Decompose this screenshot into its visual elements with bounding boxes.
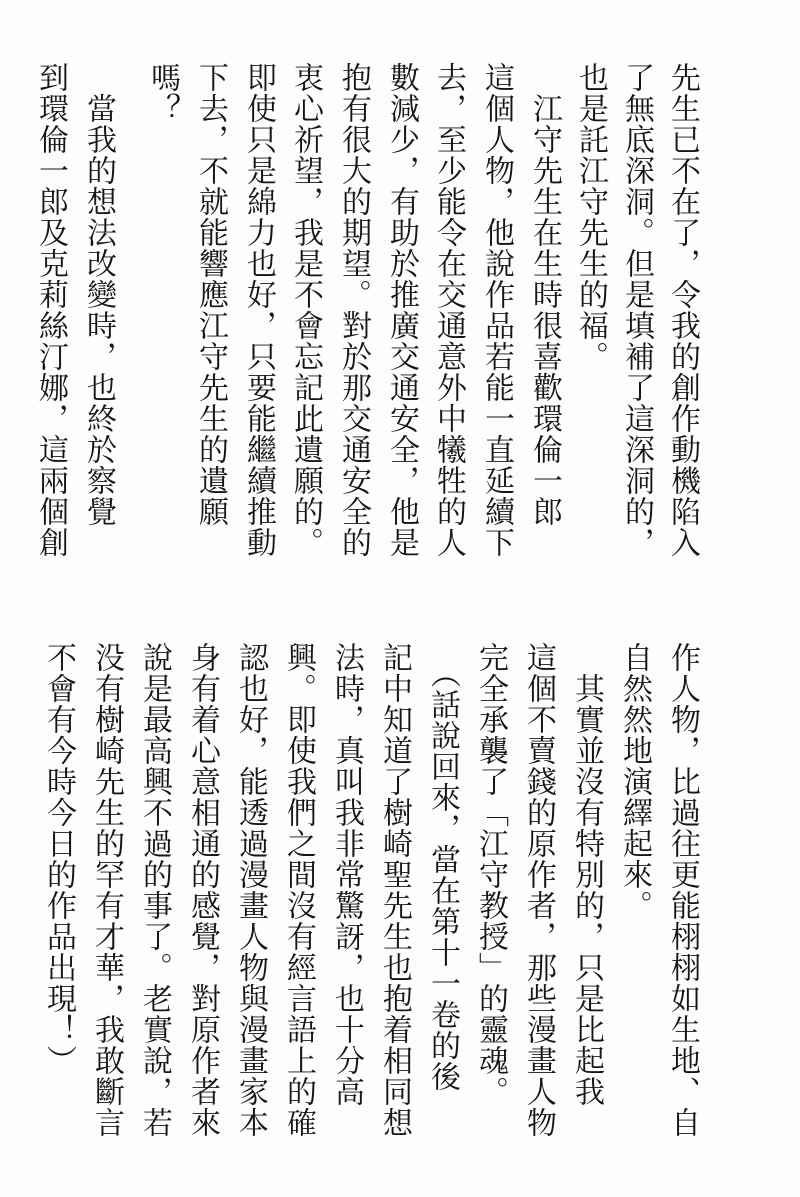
text-column: 作人物，比過往更能栩栩如生地、自 (665, 642, 700, 1138)
text-column: 記中知道了樹崎聖先生也抱着相同想 (377, 642, 412, 1138)
text-column: 嗎？ (145, 62, 180, 124)
text-column: 法時，真叫我非常驚訝，也十分高 (329, 642, 364, 1107)
text-column: 到環倫一郎及克莉絲汀娜，這兩個創 (33, 62, 68, 558)
text-column: 了無底深洞。但是填補了這深洞的， (619, 62, 654, 558)
text-column: 其實並沒有特別的，只是比起我 (569, 642, 604, 1107)
text-column: 也是託江守先生的福。 (573, 62, 608, 372)
text-column: 先生已不在了，令我的創作動機陷入 (665, 62, 700, 558)
text-column: 即使只是綿力也好，只要能繼續推動 (241, 62, 276, 558)
text-column: 下去，不就能響應江守先生的遺願 (193, 62, 228, 527)
text-column: 興。即使我們之間沒有經言語上的確 (281, 642, 316, 1138)
text-column: （話說回來，當在第十一卷的後 (425, 642, 460, 1092)
text-column: 說是最高興不過的事了。老實說，若 (137, 642, 172, 1138)
text-column: 當我的想法改變時，也終於察覺 (81, 62, 116, 527)
text-column: 不會有今時今日的作品出現！） (41, 642, 76, 1076)
text-column: 去，至少能令在交通意外中犧牲的人 (431, 62, 466, 558)
text-column: 抱有很大的期望。對於那交通安全的 (336, 62, 371, 558)
text-column: 這個不賣錢的原作者，那些漫畫人物 (521, 642, 556, 1138)
text-column: 認也好，能透過漫畫人物與漫畫家本 (233, 642, 268, 1138)
text-column: 身有着心意相通的感覺，對原作者來 (185, 642, 220, 1138)
text-column: 自然然地演繹起來。 (617, 642, 652, 921)
text-column: 没有樹崎先生的罕有才華，我敢斷言 (89, 642, 124, 1138)
text-column: 江守先生在生時很喜歡環倫一郎 (527, 62, 562, 527)
text-column: 這個人物，他說作品若能一直延續下 (479, 62, 514, 558)
text-column: 數減少，有助於推廣交通安全，他是 (384, 62, 419, 558)
text-column: 衷心祈望，我是不會忘記此遺願的。 (288, 62, 323, 558)
text-column: 完全承襲了「江守教授」的靈魂。 (473, 642, 508, 1107)
